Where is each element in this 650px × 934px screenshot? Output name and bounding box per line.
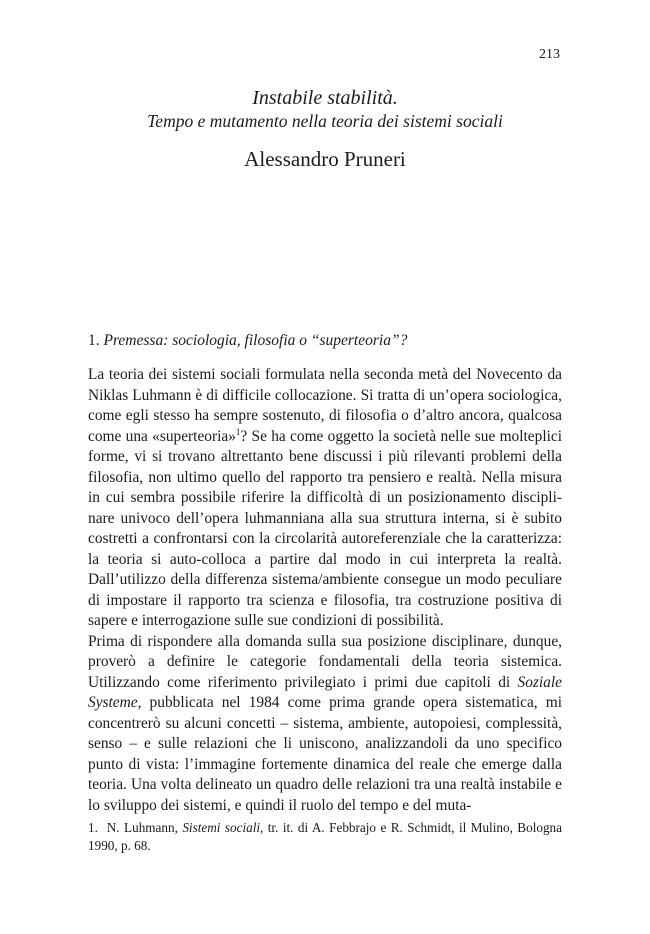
page-number: 213 <box>539 47 560 62</box>
paragraph <box>88 365 562 632</box>
paragraph-text: Prima di rispondere alla domanda sulla sua posizione disciplinare, dunque, proverò a definire le categorie fondamentali della teoria sistemica. Utilizzando come riferimento privilegiato i primi due capitoli di <box>88 632 562 691</box>
footnote-book-title: Sistemi sociali <box>182 820 261 835</box>
body-text <box>88 365 562 816</box>
paragraph-text: , pubblicata nel 1984 come prima grande opera sistematica, mi concentrerò su alcuni concetti – sistema, ambiente, autopoiesi, complessità, senso – e sulle relazioni che li uniscono, analizzandoli da uno specifico punto di vista: l’immagine fortemente dinamica del reale che emerge dalla teoria. Una volta delineato un quadro delle relazioni tra una realtà instabile e lo sviluppo dei sistemi, e quindi il ruolo del tempo e del muta- <box>88 694 562 814</box>
article-subtitle: Tempo e mutamento nella teoria dei sistemi sociali <box>147 111 503 131</box>
article-title: Instabile stabilità. <box>252 87 398 109</box>
footnote-text: N. Luhmann, <box>106 820 183 835</box>
book-title: Soziale Systeme <box>88 673 562 711</box>
section-number: 1. <box>88 332 100 349</box>
article-author: Alessandro Pruneri <box>244 147 406 171</box>
paragraph-text: La teoria dei sistemi sociali formulata nella seconda metà del Novecento da Niklas Luhmann è di difficile collocazione. Si tratta di un’opera sociologica, come egli stesso ha sempre sostenuto, di filosofia o d’altro ancora, qualcosa come una «superteoria» <box>88 366 562 445</box>
footnote-reference[interactable]: 1 <box>235 426 241 437</box>
footnote <box>88 819 562 855</box>
footnote-text: , tr. it. di A. Febbrajo e R. Schmidt, il Mulino, Bologna 1990, p. 68. <box>88 820 562 853</box>
paragraph <box>88 632 562 817</box>
footnote-number: 1. <box>88 820 98 835</box>
article-header <box>0 86 650 171</box>
section-heading <box>88 332 407 350</box>
section-title: Premessa: sociologia, filosofia o “superteoria”? <box>103 332 408 349</box>
paragraph-text: ? Se ha come oggetto la società nelle sue molteplici forme, vi si trovano altrettanto bene discussi i più rilevanti problemi della filosofia, non ultimo quello del rapporto tra pensiero e realtà. Nella misura in cui sembra possibile riferire la difficoltà di un posizionamento disciplinare univoco dell’opera luhmanniana alla sua struttura interna, si è subito costretti a confrontarsi con la circolarità autoreferenziale che la caratterizza: la teoria si auto-colloca a partire dal modo in cui interpreta la realtà. Dall’utilizzo della differenza sistema/ambiente consegue un modo peculiare di impostare il rapporto tra scienza e filosofia, tra costruzione positiva di sapere e interrogazione sulle sue condizioni di possibilità. <box>88 427 562 629</box>
